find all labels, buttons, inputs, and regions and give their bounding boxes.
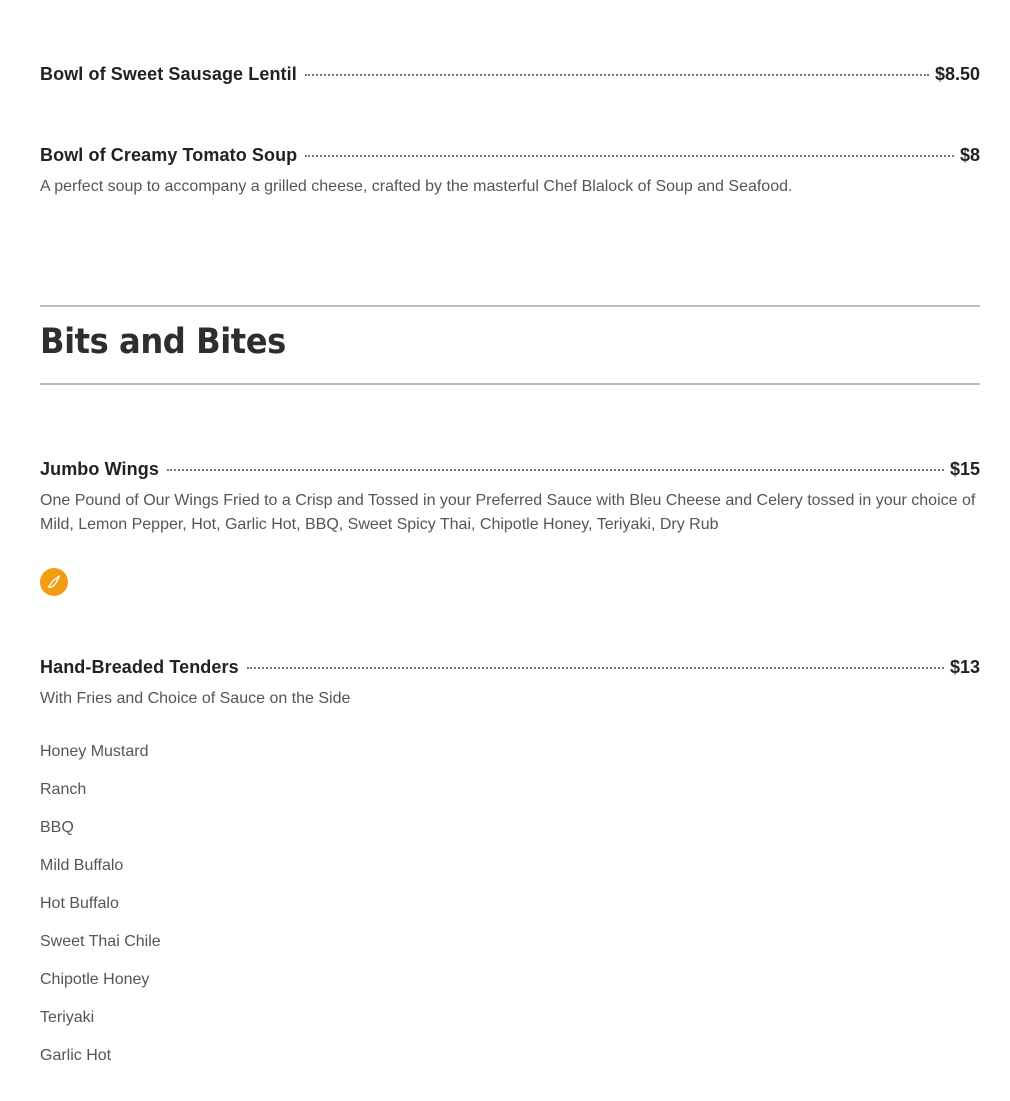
item-name: Hand-Breaded Tenders	[40, 657, 239, 677]
section-top-divider	[40, 305, 980, 307]
menu-item-jumbo-wings[interactable]	[40, 459, 980, 537]
sauce-option: Honey Mustard	[40, 743, 149, 760]
sauce-option: Hot Buffalo	[40, 895, 119, 912]
item-description: One Pound of Our Wings Fried to a Crisp and Tossed in your Preferred Sauce with Bleu Cheese and Celery tossed in your choice of Mild, Lemon Pepper, Hot, Garlic Hot, BBQ, Sweet Spicy Thai, Chipotle Honey, Teriyaki, Dry Rub	[40, 492, 976, 533]
menu-item-creamy-tomato-soup[interactable]	[40, 145, 980, 199]
item-price: $15	[949, 459, 980, 479]
sauce-option: Mild Buffalo	[40, 857, 124, 874]
sauce-option: Ranch	[40, 781, 87, 798]
item-description: With Fries and Choice of Sauce on the Side	[40, 690, 351, 707]
sauce-option: Garlic Hot	[40, 1047, 112, 1064]
sauce-option: Sweet Thai Chile	[40, 933, 161, 950]
item-header-row	[40, 459, 980, 480]
item-name: Jumbo Wings	[40, 459, 159, 479]
menu-item-hand-breaded-tenders[interactable]	[40, 657, 980, 711]
item-name: Bowl of Creamy Tomato Soup	[40, 145, 298, 165]
dotted-leader	[305, 155, 954, 157]
item-price: $8.50	[934, 64, 980, 84]
chili-pepper-icon	[40, 568, 68, 596]
item-price: $13	[949, 657, 980, 677]
item-description: A perfect soup to accompany a grilled cheese, crafted by the masterful Chef Blalock of Soup and Seafood.	[40, 178, 793, 195]
sauce-option: Chipotle Honey	[40, 971, 150, 988]
item-header-row	[40, 657, 980, 678]
sauce-option: BBQ	[40, 819, 74, 836]
dotted-leader	[247, 667, 944, 669]
sauce-option: Teriyaki	[40, 1009, 95, 1026]
sauce-options-list	[40, 742, 161, 1084]
item-header-row	[40, 64, 980, 85]
item-name: Bowl of Sweet Sausage Lentil	[40, 64, 297, 84]
dotted-leader	[167, 469, 944, 471]
menu-item-sweet-sausage-lentil[interactable]	[40, 64, 980, 85]
section-bottom-divider	[40, 383, 980, 385]
section-title: Bits and Bites	[40, 322, 286, 362]
dotted-leader	[305, 74, 929, 76]
item-header-row	[40, 145, 980, 166]
item-price: $8	[959, 145, 980, 165]
